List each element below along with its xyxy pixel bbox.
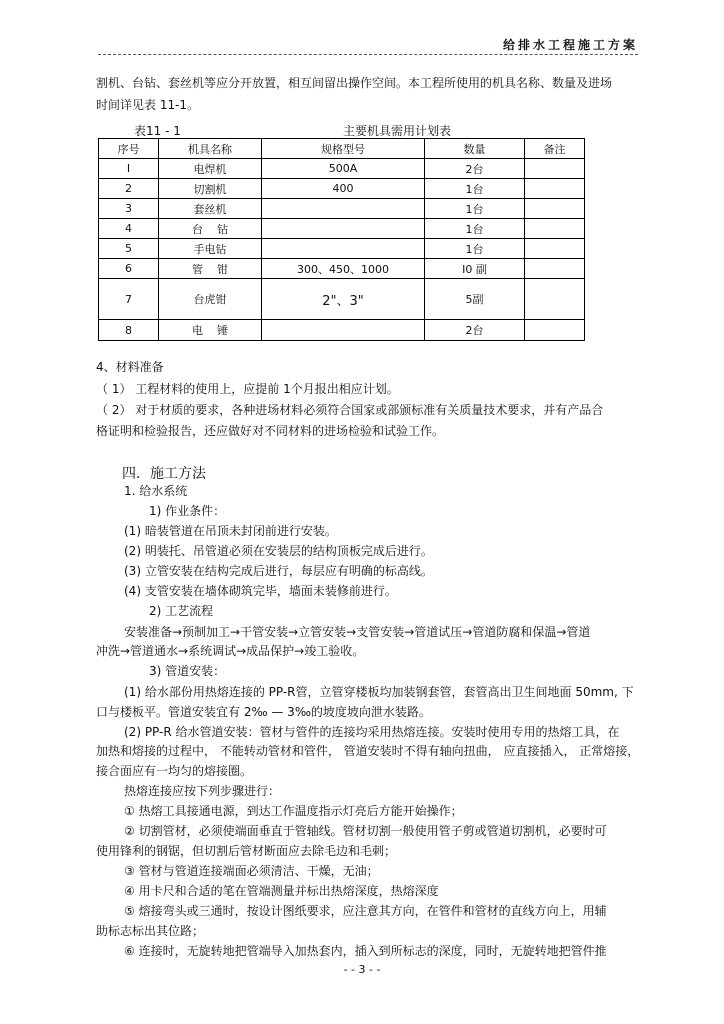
table-cell <box>262 320 425 341</box>
table-row <box>99 320 585 341</box>
table-cell <box>262 219 425 239</box>
table-cell: 电焊机 <box>159 159 262 179</box>
table-cell: 5副 <box>425 279 525 320</box>
body-line: (3) 立管安装在结构完成后进行，每层应有明确的标高线。 <box>124 564 433 578</box>
column-header: 序号 <box>99 139 159 159</box>
table-cell <box>525 239 585 259</box>
table-cell: 400 <box>262 179 425 199</box>
table-label: 表11 - 1 <box>134 124 181 138</box>
column-header: 机具名称 <box>159 139 262 159</box>
body-line: 3) 管道安装： <box>149 664 226 678</box>
body-line: 助标志标出其位路； <box>96 924 205 938</box>
table-cell: 手电钻 <box>159 239 262 259</box>
body-line: 使用锋利的钢锯，但切割后管材断面应去除毛边和毛刺； <box>96 844 397 858</box>
table-cell: 6 <box>99 259 159 279</box>
body-line: ④ 用卡尺和合适的笔在管端测量并标出热熔深度，热熔深度 <box>124 884 439 898</box>
table-cell: 2 <box>99 179 159 199</box>
body-line: (2) 明装托、吊管道必须在安装层的结构顶板完成后进行。 <box>124 544 433 558</box>
materials-line: 格证明和检验报告，还应做好对不同材料的进场检验和试验工作。 <box>96 424 445 438</box>
table-cell: 切割机 <box>159 179 262 199</box>
table-cell: 1台 <box>425 239 525 259</box>
body-line: (4) 支管安装在墙体砌筑完毕，墙面未装修前进行。 <box>124 584 397 598</box>
body-line: 口与楼板平。管道安装宜有 2‰ — 3‰的坡度坡向泄水装路。 <box>96 705 431 719</box>
table-cell <box>525 320 585 341</box>
column-header: 数量 <box>425 139 525 159</box>
body-line: ② 切割管材，必须使端面垂直于管轴线。管材切割一般使用管子剪或管道切割机，必要时可 <box>124 824 607 838</box>
section-heading: 四．施工方法 <box>122 466 206 482</box>
table-cell <box>525 159 585 179</box>
table-title: 主要机具需用计划表 <box>343 124 452 138</box>
intro-line: 时间详见表 11-1。 <box>96 98 200 112</box>
table-cell: I <box>99 159 159 179</box>
table-cell <box>525 259 585 279</box>
body-line: 热熔连接应按下列步骤进行： <box>124 784 281 798</box>
page-number: - - 3 - - <box>343 963 381 976</box>
table-row <box>99 159 585 179</box>
table-cell: 1台 <box>425 179 525 199</box>
body-line: 1. 给水系统 <box>124 484 188 498</box>
body-line: 加热和熔接的过程中， 不能转动管材和管件， 管道安装时不得有轴向扭曲， 应直接插入， 正常熔接， <box>96 744 640 758</box>
table-row <box>99 179 585 199</box>
column-header: 备注 <box>525 139 585 159</box>
table-cell <box>525 179 585 199</box>
table-row <box>99 279 585 320</box>
table-header-row <box>99 139 585 159</box>
table-cell: 台虎钳 <box>159 279 262 320</box>
table-cell: 7 <box>99 279 159 320</box>
table-cell <box>525 199 585 219</box>
body-line: 接合面应有一均匀的熔接圈。 <box>96 764 253 778</box>
table-cell: 2台 <box>425 320 525 341</box>
materials-line: （ 1） 工程材料的使用上，应提前 1个月报出相应计划。 <box>96 382 399 396</box>
table-cell: 5 <box>99 239 159 259</box>
body-line: ③ 管材与管道连接端面必须清洁、干燥，无油； <box>124 864 379 878</box>
table-row <box>99 239 585 259</box>
body-line: ⑥ 连接时，无旋转地把管端导入加热套内，插入到所标志的深度，同时，无旋转地把管件推 <box>124 944 607 958</box>
table-cell: 管 钳 <box>159 259 262 279</box>
table-cell: 1台 <box>425 219 525 239</box>
body-line: (1) 给水部份用热熔连接的 PP-R管，立管穿楼板均加装钢套管，套管高出卫生间地面 50mm, 下 <box>124 685 634 699</box>
table-cell: 3 <box>99 199 159 219</box>
materials-heading: 4、材料准备 <box>96 360 164 374</box>
table-cell <box>525 219 585 239</box>
column-header: 规格型号 <box>262 139 425 159</box>
table-row <box>99 199 585 219</box>
body-line: ① 热熔工具接通电源，到达工作温度指示灯亮后方能开始操作； <box>124 804 463 818</box>
body-line: (2) PP-R 给水管道安装：管材与管件的连接均采用热熔连接。安装时使用专用的热熔工具，在 <box>124 725 620 739</box>
body-line: (1) 暗装管道在吊顶未封闭前进行安装。 <box>124 524 337 538</box>
body-line: 2) 工艺流程 <box>149 604 214 618</box>
table-cell <box>262 199 425 219</box>
table-cell: 500A <box>262 159 425 179</box>
intro-line: 割机、台钻、套丝机等应分开放置，相互间留出操作空间。本工程所使用的机具名称、数量及进场 <box>96 76 613 90</box>
body-line: 1) 作业条件： <box>149 504 226 518</box>
materials-line: （ 2） 对于材质的要求，各种进场材料必须符合国家或部颁标准有关质量技术要求，并有产品合 <box>96 403 604 417</box>
page-header <box>98 34 638 55</box>
body-line: ⑤ 熔接弯头或三通时，按设计图纸要求，应注意其方向，在管件和管材的直线方向上，用辅 <box>124 904 607 918</box>
table-row <box>99 219 585 239</box>
table-row <box>99 259 585 279</box>
table-cell: 2台 <box>425 159 525 179</box>
table-cell: 1台 <box>425 199 525 219</box>
table-cell: 电 锤 <box>159 320 262 341</box>
table-cell: 300、450、1000 <box>262 259 425 279</box>
table-cell: 2"、3" <box>262 279 425 320</box>
table-cell <box>525 279 585 320</box>
table-cell: 套丝机 <box>159 199 262 219</box>
table-cell: I0 副 <box>425 259 525 279</box>
body-line: 安装准备→预制加工→干管安装→立管安装→支管安装→管道试压→管道防腐和保温→管道 <box>124 625 591 639</box>
table-cell: 4 <box>99 219 159 239</box>
table-cell: 8 <box>99 320 159 341</box>
equipment-table <box>98 138 585 341</box>
body-line: 冲洗→管道通水→系统调试→成品保护→竣工验收。 <box>96 644 365 658</box>
table-cell <box>262 239 425 259</box>
table-cell: 台 钻 <box>159 219 262 239</box>
header-title: 给排水工程施工方案 <box>502 38 638 52</box>
